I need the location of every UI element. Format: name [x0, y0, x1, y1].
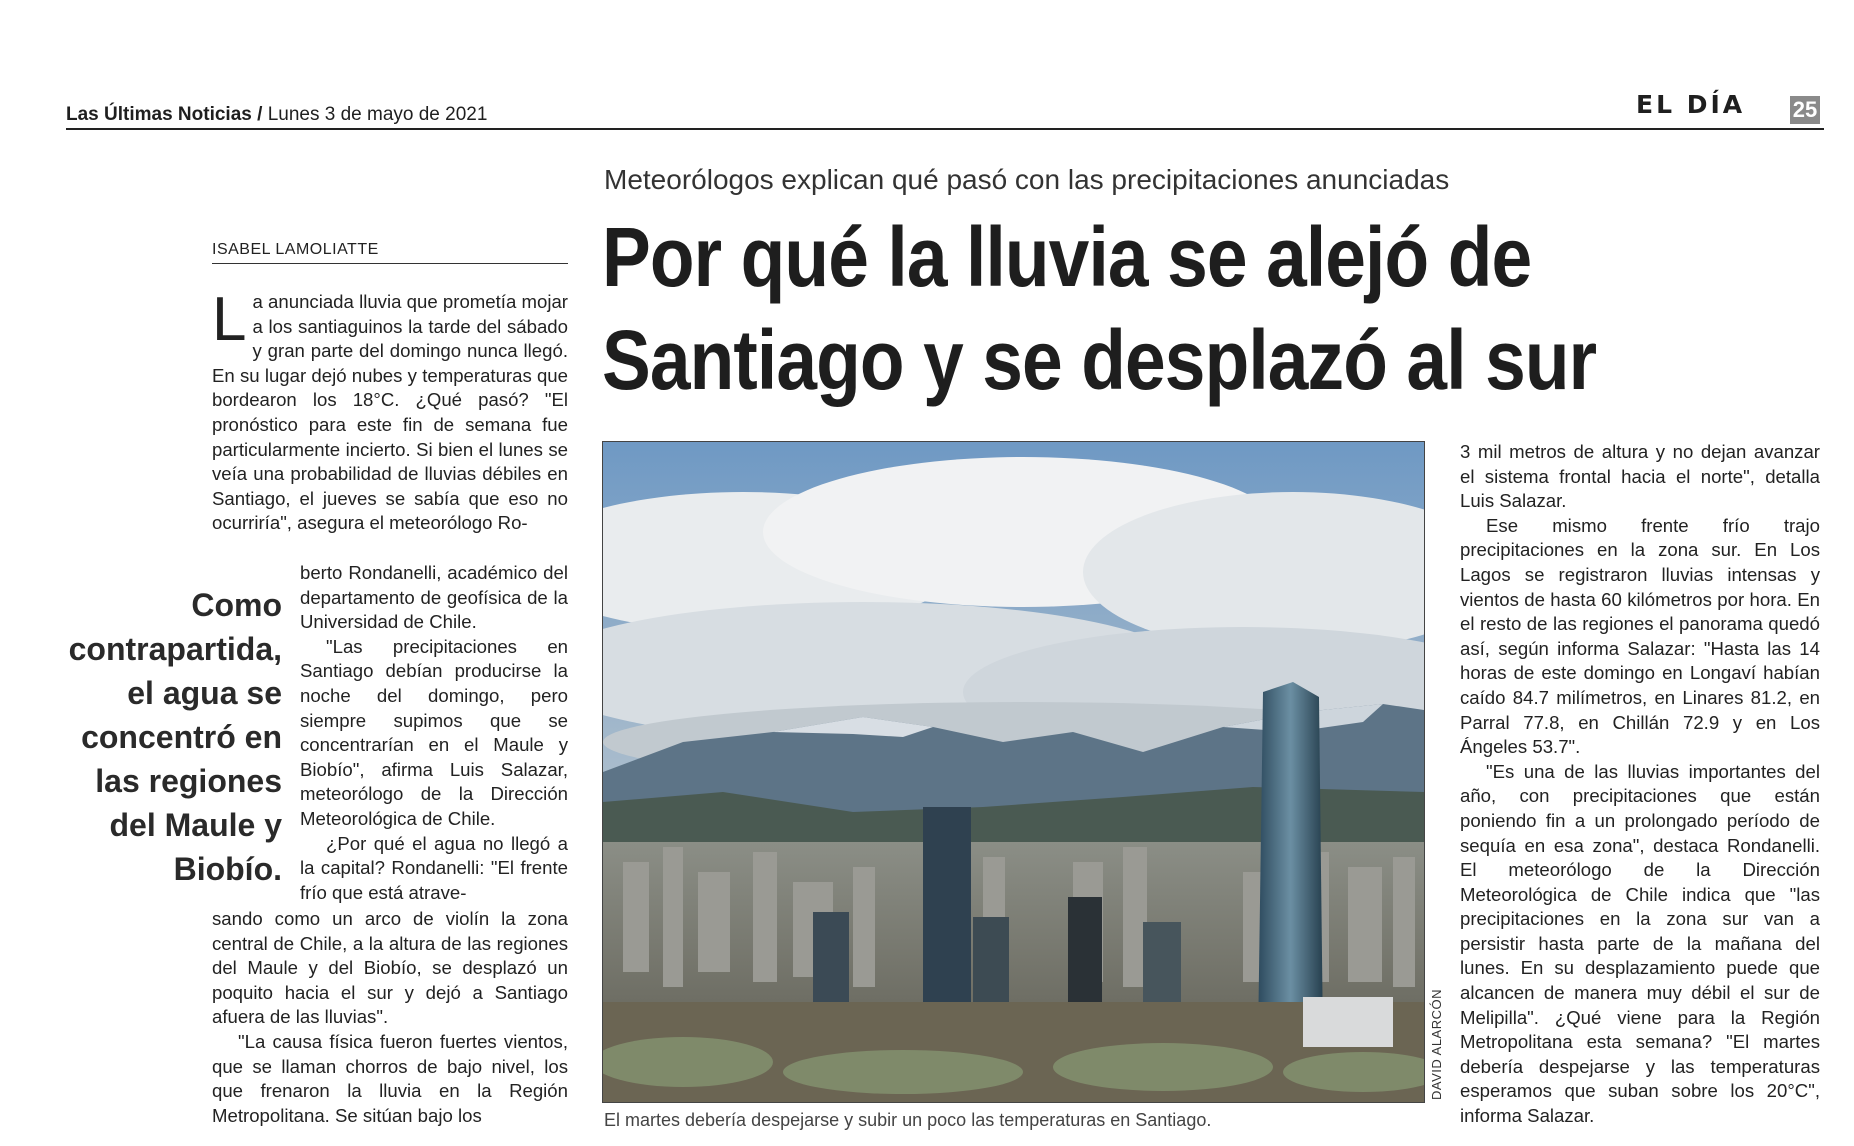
body-column-1-narrow [300, 561, 568, 905]
article-headline: Por qué la lluvia se alejó de Santiago y se desplazó al sur [602, 210, 1597, 407]
paragraph: "Es una de las lluvias importantes del año, con precipitaciones que están poniendo fin a un prolongado período de sequía en esa zona", destaca Rondanelli. El meteorólogo de la Dirección Meteorológica de Chile indica que "las precipitaciones en la zona sur van a persistir hasta parte de la mañana del lunes. En su desplazamiento puede que alcancen de manera muy débil el sur de Melipilla". ¿Qué viene para la Región Metropolitana esta semana? "El martes debería despejarse y las temperaturas esperamos que suban sobre los 20°C", informa Salazar. [1460, 760, 1820, 1127]
paragraph-text: a anunciada lluvia que prometía mojar a los santiaguinos la tarde del sábado y gran parte del domingo nunca llegó. En su lugar dejó nubes y temperaturas que bordearon los 18°C. ¿Qué pasó? "El pronóstico para este fin de semana fue particularmente incierto. Si bien el lunes se veía una probabilidad de lluvias débiles en Santiago, el jueves se sabía que eso no ocurriría", asegura el meteorólogo Ro- [212, 291, 568, 534]
issue-date: Lunes 3 de mayo de 2021 [267, 104, 488, 125]
running-header [66, 104, 487, 126]
header-separator: / [257, 104, 263, 125]
paragraph: ¿Por qué el agua no llegó a la capital? Rondanelli: "El frente frío que está atrave- [300, 832, 568, 903]
paragraph: sando como un arco de violín la zona central de Chile, a la altura de las regiones del Maule y del Biobío, se desplazó un poquito hacia el sur y dejó a Santiago afuera de las lluvias". [212, 908, 568, 1028]
byline-rule [212, 263, 568, 264]
body-column-3 [1460, 440, 1820, 1129]
paragraph: "La causa física fueron fuertes vientos, que se llaman chorros de bajo nivel, los que frenaron la lluvia en la Región Metropolitana. Se sitúan bajo los [212, 1030, 568, 1126]
paragraph: berto Rondanelli, académico del departamento de geofísica de la Universidad de Chile. [300, 562, 568, 633]
body-column-1-bottom [212, 907, 568, 1128]
paragraph: 3 mil metros de altura y no dejan avanzar el sistema frontal hacia el norte", detalla Luis Salazar. [1460, 441, 1820, 512]
paragraph: "Las precipitaciones en Santiago debían producirse la noche del domingo, pero siempre supimos que se concentrarían en el Maule y Biobío", afirma Luis Salazar, meteorólogo de la Dirección Meteorológica de Chile. [300, 635, 568, 829]
article-byline: ISABEL LAMOLIATTE [212, 241, 379, 258]
drop-cap: L [212, 285, 247, 354]
santiago-skyline-photo [603, 442, 1424, 1102]
photo-credit: DAVID ALARCÓN [1429, 988, 1444, 1100]
paragraph [212, 285, 568, 536]
page-number: 25 [1790, 96, 1820, 124]
article-kicker: Meteorólogos explican qué pasó con las precipitaciones anunciadas [604, 164, 1450, 195]
body-column-1-top [212, 285, 568, 536]
publication-name: Las Últimas Noticias [66, 104, 252, 125]
paragraph: Ese mismo frente frío trajo precipitaciones en la zona sur. En Los Lagos se registraron lluvias intensas y vientos de hasta 60 kilómetros por hora. En el resto de las regiones el panorama quedó así, según informa Salazar: "Hasta las 14 horas de este domingo en Longaví habían caído 84.7 milímetros, en Linares 81.2, en Parral 77.8, en Chillán 72.9 y en Los Ángeles 53.7". [1460, 514, 1820, 758]
photo-caption: El martes debería despejarse y subir un poco las temperaturas en Santiago. [604, 1110, 1212, 1130]
pull-quote: Como contrapartida, el agua se concentró en las regiones del Maule y Biobío. [68, 587, 282, 887]
header-rule [66, 128, 1824, 130]
section-label: EL DÍA [1636, 90, 1746, 119]
